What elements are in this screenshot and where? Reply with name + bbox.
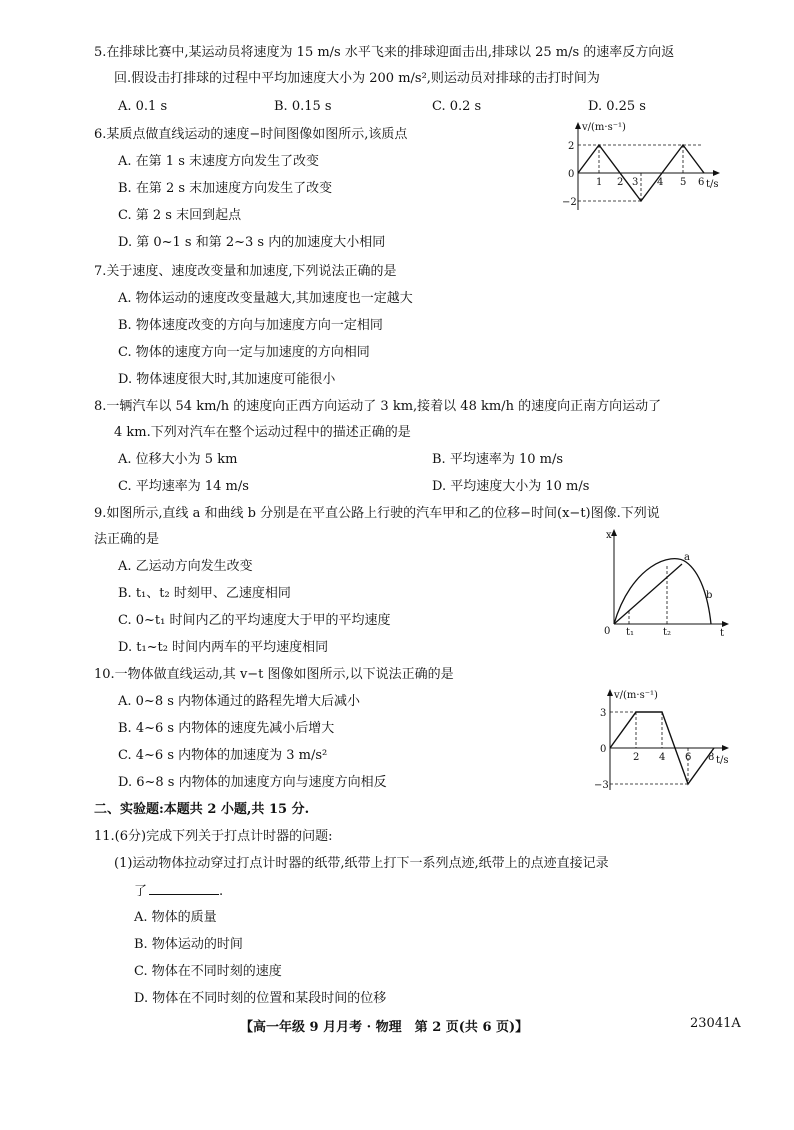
q6-xtick-6: 6: [698, 177, 705, 188]
q11-answer-blank[interactable]: [149, 882, 219, 895]
q6-x-label: t/s: [706, 179, 719, 190]
q9-label-b: b: [706, 590, 713, 601]
q6-xtick-3: 3: [632, 177, 639, 188]
q6-xtick-2: 2: [617, 177, 624, 188]
q11-sub1-prefix: 了: [134, 884, 148, 899]
q8-stem-line1: 8.一辆汽车以 54 km/h 的速度向正西方向运动了 3 km,接着以 48 km/h 的速度向正南方向运动了: [94, 399, 662, 414]
q7-option-a: A. 物体运动的速度改变量越大,其加速度也一定越大: [118, 291, 413, 306]
q10-ytick-0: 0: [600, 744, 607, 755]
q10-xtick-8: 8: [708, 752, 715, 763]
q10-option-a: A. 0~8 s 内物体通过的路程先增大后减小: [118, 694, 361, 709]
footer-code: 23041A: [690, 1016, 741, 1031]
q6-y-label: v/(m·s⁻¹): [582, 122, 626, 133]
q9-xt-graph: [596, 526, 736, 638]
q11-stem: 11.(6分)完成下列关于打点计时器的问题:: [94, 829, 333, 844]
q5-option-b: B. 0.15 s: [274, 99, 332, 114]
q6-ytick-0: 0: [568, 169, 575, 180]
q6-ytick-neg2: −2: [562, 197, 577, 208]
q6-option-a: A. 在第 1 s 末速度方向发生了改变: [118, 154, 319, 169]
q10-x-label: t/s: [716, 755, 729, 766]
q10-option-c: C. 4~6 s 内物体的加速度为 3 m/s²: [118, 748, 328, 763]
q9-x-label: t: [720, 628, 725, 639]
q11-sub1-line1: (1)运动物体拉动穿过打点计时器的纸带,纸带上打下一系列点迹,纸带上的点迹直接记录: [114, 856, 609, 871]
q6-option-d: D. 第 0~1 s 和第 2~3 s 内的加速度大小相同: [118, 235, 386, 250]
q6-ytick-2: 2: [568, 141, 575, 152]
q8-option-a: A. 位移大小为 5 km: [118, 452, 238, 467]
q11-sub1-line2: [134, 882, 223, 901]
q10-ytick-neg3: −3: [594, 780, 609, 791]
q10-xtick-4: 4: [659, 752, 666, 763]
q6-vt-graph: [560, 118, 740, 218]
q8-option-c: C. 平均速率为 14 m/s: [118, 479, 249, 494]
q7-option-d: D. 物体速度很大时,其加速度可能很小: [118, 372, 336, 387]
q9-label-t2: t₂: [663, 627, 672, 638]
q6-option-c: C. 第 2 s 末回到起点: [118, 208, 242, 223]
q9-option-b: B. t₁、t₂ 时刻甲、乙速度相同: [118, 586, 291, 601]
q5-option-c: C. 0.2 s: [432, 99, 482, 114]
q9-y-arrow: [611, 529, 617, 536]
q9-label-a: a: [684, 552, 690, 563]
q10-option-b: B. 4~6 s 内物体的速度先减小后增大: [118, 721, 335, 736]
q5-option-d: D. 0.25 s: [588, 99, 646, 114]
q9-line-a: [614, 564, 682, 624]
q6-xtick-1: 1: [596, 177, 603, 188]
q9-curve-b: [614, 559, 711, 624]
q7-option-c: C. 物体的速度方向一定与加速度的方向相同: [118, 345, 370, 360]
q11-sub1-end: .: [219, 884, 224, 899]
q8-option-b: B. 平均速率为 10 m/s: [432, 452, 564, 467]
q6-stem: 6.某质点做直线运动的速度−时间图像如图所示,该质点: [94, 127, 408, 142]
q8-option-d: D. 平均速度大小为 10 m/s: [432, 479, 590, 494]
q11-option-c: C. 物体在不同时刻的速度: [134, 964, 282, 979]
q6-xtick-5: 5: [680, 177, 687, 188]
q10-stem: 10.一物体做直线运动,其 v−t 图像如图所示,以下说法正确的是: [94, 667, 454, 682]
q6-option-b: B. 在第 2 s 末加速度方向发生了改变: [118, 181, 333, 196]
q9-option-c: C. 0~t₁ 时间内乙的平均速度大于甲的平均速度: [118, 613, 391, 628]
q11-option-a: A. 物体的质量: [134, 910, 217, 925]
q10-xtick-6: 6: [685, 752, 692, 763]
q6-y-arrow: [575, 122, 581, 129]
q9-origin: 0: [604, 626, 611, 637]
q5-stem-line2: 回.假设击打排球的过程中平均加速度大小为 200 m/s²,则运动员对排球的击打时间为: [114, 71, 600, 86]
q10-xtick-2: 2: [633, 752, 640, 763]
q10-y-arrow: [607, 689, 613, 696]
q9-y-label: x: [606, 530, 612, 541]
q11-option-d: D. 物体在不同时刻的位置和某段时间的位移: [134, 991, 387, 1006]
q6-xtick-4: 4: [657, 177, 664, 188]
section-2-heading: 二、实验题:本题共 2 小题,共 15 分.: [94, 802, 310, 817]
q9-x-arrow: [722, 621, 729, 627]
q9-stem-line1: 9.如图所示,直线 a 和曲线 b 分别是在平直公路上行驶的汽车甲和乙的位移−时间(x−t)图像.下列说: [94, 506, 660, 521]
q5-option-a: A. 0.1 s: [118, 99, 168, 114]
q11-option-b: B. 物体运动的时间: [134, 937, 243, 952]
q7-option-b: B. 物体速度改变的方向与加速度方向一定相同: [118, 318, 383, 333]
footer-title: 【高一年级 9 月月考 · 物理 第 2 页(共 6 页)】: [240, 1020, 529, 1035]
q8-stem-line2: 4 km.下列对汽车在整个运动过程中的描述正确的是: [114, 425, 411, 440]
q9-label-t1: t₁: [626, 627, 635, 638]
q10-option-d: D. 6~8 s 内物体的加速度方向与速度方向相反: [118, 775, 387, 790]
q10-x-arrow: [722, 745, 729, 751]
q6-x-arrow: [713, 170, 720, 176]
q9-option-d: D. t₁~t₂ 时间内两车的平均速度相同: [118, 640, 329, 655]
q9-stem-line2: 法正确的是: [94, 532, 160, 547]
q9-option-a: A. 乙运动方向发生改变: [118, 559, 253, 574]
q10-y-label: v/(m·s⁻¹): [614, 690, 658, 701]
q5-stem-line1: 5.在排球比赛中,某运动员将速度为 15 m/s 水平飞来的排球迎面击出,排球以 25 m/s 的速率反方向返: [94, 45, 675, 60]
q10-vt-graph: [592, 686, 742, 798]
q7-stem: 7.关于速度、速度改变量和加速度,下列说法正确的是: [94, 264, 397, 279]
q10-ytick-3: 3: [600, 708, 607, 719]
